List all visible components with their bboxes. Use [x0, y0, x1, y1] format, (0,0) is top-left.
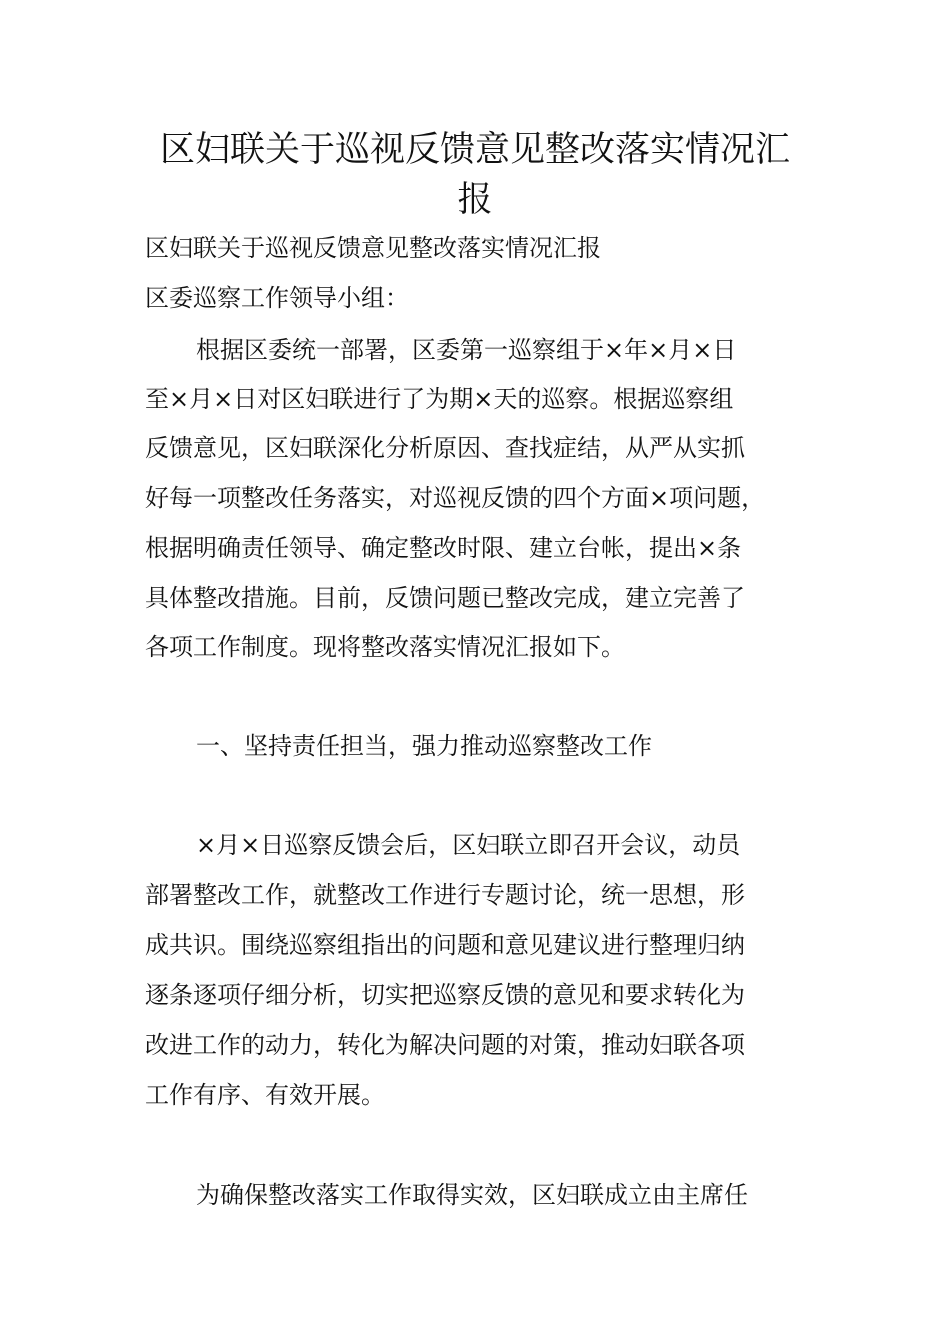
paragraph-1-line: 各项工作制度。现将整改落实情况汇报如下。	[145, 633, 625, 661]
paragraph-1-line: 至×月×日对区妇联进行了为期×天的巡察。根据巡察组	[145, 385, 734, 413]
document-subtitle: 区妇联关于巡视反馈意见整改落实情况汇报	[145, 234, 601, 262]
document-title-line-1: 区妇联关于巡视反馈意见整改落实情况汇	[159, 130, 790, 170]
document-title-line-2: 报	[457, 180, 493, 220]
paragraph-1-line: 具体整改措施。目前，反馈问题已整改完成，建立完善了	[145, 584, 745, 612]
paragraph-2-line: ×月×日巡察反馈会后，区妇联立即召开会议，动员	[196, 831, 741, 859]
paragraph-2-line: 工作有序、有效开展。	[145, 1081, 385, 1109]
paragraph-2-line: 逐条逐项仔细分析，切实把巡察反馈的意见和要求转化为	[145, 981, 745, 1009]
paragraph-1-line: 根据区委统一部署，区委第一巡察组于×年×月×日	[196, 336, 737, 364]
paragraph-1-line: 根据明确责任领导、确定整改时限、建立台帐，提出×条	[145, 534, 742, 562]
paragraph-1-line: 好每一项整改任务落实，对巡视反馈的四个方面×项问题，	[145, 484, 766, 512]
section-heading-1: 一、坚持责任担当，强力推动巡察整改工作	[196, 732, 652, 760]
paragraph-1-line: 反馈意见，区妇联深化分析原因、查找症结，从严从实抓	[145, 434, 745, 462]
paragraph-2-line: 成共识。围绕巡察组指出的问题和意见建议进行整理归纳	[145, 931, 745, 959]
paragraph-3-line: 为确保整改落实工作取得实效，区妇联成立由主席任	[196, 1181, 748, 1209]
paragraph-2-line: 改进工作的动力，转化为解决问题的对策，推动妇联各项	[145, 1031, 745, 1059]
salutation: 区委巡察工作领导小组：	[145, 284, 409, 312]
paragraph-2-line: 部署整改工作，就整改工作进行专题讨论，统一思想，形	[145, 881, 745, 909]
